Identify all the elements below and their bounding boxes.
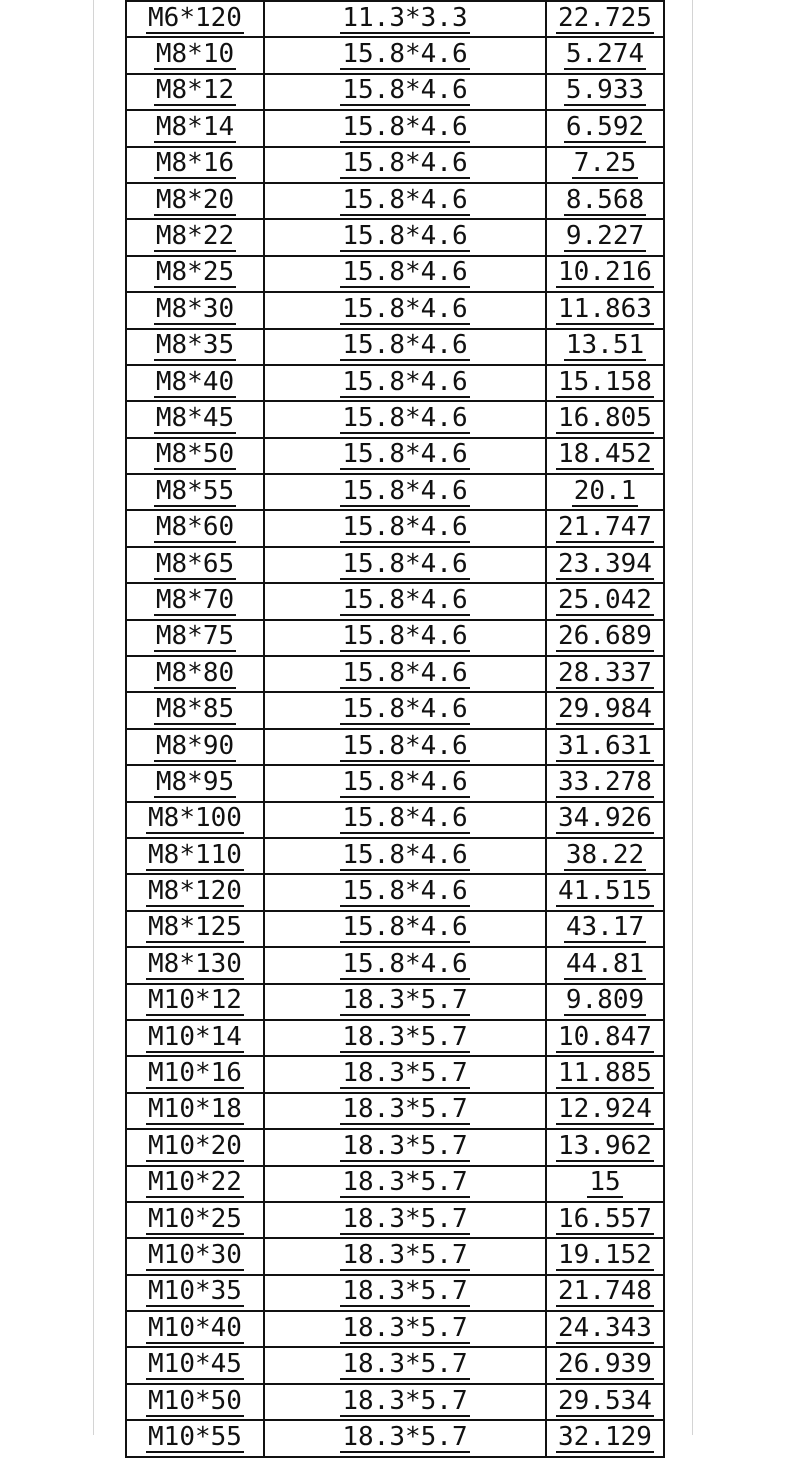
cell-dimensions-text: 15.8*4.6 (342, 475, 468, 506)
cell-weight-text: 34.926 (558, 803, 652, 834)
cell-size-text: M10*22 (148, 1167, 242, 1198)
cell-size (126, 329, 264, 365)
table-row (126, 947, 664, 983)
cell-weight (546, 874, 664, 910)
cell-weight-text: 33.278 (558, 766, 652, 797)
table-row (126, 984, 664, 1020)
cell-dimensions-text: 15.8*4.6 (342, 876, 468, 907)
spec-table (125, 0, 665, 1458)
cell-dimensions-text: 18.3*5.7 (342, 1167, 468, 1198)
cell-weight-text: 31.631 (558, 730, 652, 761)
table-row (126, 147, 664, 183)
table-row (126, 765, 664, 801)
cell-size (126, 1238, 264, 1274)
cell-weight-text: 13.51 (565, 330, 645, 361)
table-row (126, 256, 664, 292)
cell-weight-text: 11.885 (558, 1058, 652, 1089)
cell-weight-text: 10.216 (558, 257, 652, 288)
table-row (126, 1384, 664, 1420)
cell-size-text: M10*12 (148, 985, 242, 1016)
cell-dimensions-text: 18.3*5.7 (342, 1058, 468, 1089)
cell-size-text: M8*75 (155, 621, 235, 652)
cell-size-text: M8*110 (148, 839, 242, 870)
cell-dimensions-text: 15.8*4.6 (342, 330, 468, 361)
table-row (126, 474, 664, 510)
table-row (126, 1, 664, 37)
table-row (126, 802, 664, 838)
cell-weight (546, 74, 664, 110)
cell-dimensions-text: 18.3*5.7 (342, 1385, 468, 1416)
cell-dimensions (264, 1020, 546, 1056)
cell-weight-text: 16.805 (558, 402, 652, 433)
cell-size (126, 1384, 264, 1420)
cell-dimensions-text: 15.8*4.6 (342, 584, 468, 615)
cell-size (126, 1202, 264, 1238)
cell-dimensions (264, 729, 546, 765)
cell-dimensions-text: 15.8*4.6 (342, 621, 468, 652)
cell-size-text: M10*45 (148, 1349, 242, 1380)
cell-weight-text: 41.515 (558, 876, 652, 907)
cell-weight (546, 656, 664, 692)
cell-weight (546, 1020, 664, 1056)
cell-dimensions-text: 15.8*4.6 (342, 548, 468, 579)
cell-dimensions (264, 438, 546, 474)
cell-dimensions-text: 15.8*4.6 (342, 839, 468, 870)
cell-weight-text: 11.863 (558, 293, 652, 324)
cell-weight-text: 12.924 (558, 1094, 652, 1125)
table-row (126, 1347, 664, 1383)
cell-weight-text: 28.337 (558, 657, 652, 688)
cell-dimensions-text: 15.8*4.6 (342, 912, 468, 943)
table-row (126, 838, 664, 874)
cell-size (126, 1129, 264, 1165)
cell-weight (546, 256, 664, 292)
cell-dimensions (264, 256, 546, 292)
cell-size-text: M10*55 (148, 1421, 242, 1452)
cell-dimensions-text: 15.8*4.6 (342, 111, 468, 142)
table-row (126, 365, 664, 401)
cell-weight-text: 5.933 (565, 75, 645, 106)
cell-dimensions-text: 18.3*5.7 (342, 1203, 468, 1234)
table-row (126, 692, 664, 728)
table-row (126, 183, 664, 219)
cell-size-text: M8*14 (155, 111, 235, 142)
cell-size-text: M10*16 (148, 1058, 242, 1089)
cell-dimensions (264, 510, 546, 546)
cell-size (126, 583, 264, 619)
cell-dimensions (264, 1384, 546, 1420)
cell-dimensions (264, 1093, 546, 1129)
table-row (126, 911, 664, 947)
cell-dimensions-text: 18.3*5.7 (342, 1276, 468, 1307)
cell-size-text: M8*130 (148, 948, 242, 979)
cell-size (126, 1347, 264, 1383)
cell-size (126, 729, 264, 765)
cell-weight-text: 38.22 (565, 839, 645, 870)
cell-dimensions (264, 1166, 546, 1202)
cell-dimensions-text: 15.8*4.6 (342, 948, 468, 979)
cell-dimensions (264, 329, 546, 365)
cell-size (126, 74, 264, 110)
table-row (126, 329, 664, 365)
cell-dimensions-text: 18.3*5.7 (342, 1094, 468, 1125)
cell-weight-text: 15.158 (558, 366, 652, 397)
cell-size-text: M8*16 (155, 148, 235, 179)
cell-weight-text: 19.152 (558, 1239, 652, 1270)
cell-dimensions-text: 15.8*4.6 (342, 402, 468, 433)
cell-dimensions (264, 365, 546, 401)
cell-weight (546, 1238, 664, 1274)
table-row (126, 1420, 664, 1456)
cell-weight (546, 1347, 664, 1383)
cell-weight (546, 474, 664, 510)
cell-weight (546, 37, 664, 73)
cell-weight-text: 26.689 (558, 621, 652, 652)
table-row (126, 510, 664, 546)
cell-weight-text: 23.394 (558, 548, 652, 579)
cell-weight-text: 44.81 (565, 948, 645, 979)
table-row (126, 292, 664, 328)
table-row (126, 1093, 664, 1129)
cell-weight (546, 984, 664, 1020)
cell-weight (546, 147, 664, 183)
cell-size-text: M10*40 (148, 1312, 242, 1343)
table-row (126, 874, 664, 910)
cell-weight (546, 947, 664, 983)
cell-dimensions (264, 1129, 546, 1165)
cell-dimensions (264, 874, 546, 910)
cell-weight (546, 620, 664, 656)
cell-dimensions-text: 18.3*5.7 (342, 1349, 468, 1380)
cell-size-text: M8*65 (155, 548, 235, 579)
cell-size-text: M8*70 (155, 584, 235, 615)
cell-size (126, 474, 264, 510)
cell-size-text: M8*30 (155, 293, 235, 324)
table-row (126, 1238, 664, 1274)
cell-weight (546, 219, 664, 255)
cell-weight (546, 838, 664, 874)
cell-dimensions-text: 15.8*4.6 (342, 293, 468, 324)
cell-dimensions (264, 219, 546, 255)
cell-weight (546, 110, 664, 146)
cell-weight-text: 9.809 (565, 985, 645, 1016)
cell-weight-text: 22.725 (558, 2, 652, 33)
cell-dimensions (264, 656, 546, 692)
cell-weight (546, 1056, 664, 1092)
cell-dimensions (264, 765, 546, 801)
table-row (126, 1056, 664, 1092)
cell-size-text: M8*22 (155, 221, 235, 252)
cell-dimensions (264, 74, 546, 110)
table-row (126, 1129, 664, 1165)
cell-size (126, 1166, 264, 1202)
cell-dimensions-text: 18.3*5.7 (342, 1421, 468, 1452)
cell-weight-text: 15 (589, 1167, 621, 1198)
cell-dimensions (264, 947, 546, 983)
cell-weight (546, 547, 664, 583)
cell-dimensions-text: 18.3*5.7 (342, 1312, 468, 1343)
cell-weight (546, 438, 664, 474)
cell-dimensions (264, 838, 546, 874)
cell-size-text: M8*35 (155, 330, 235, 361)
cell-size (126, 547, 264, 583)
cell-weight (546, 1, 664, 37)
cell-weight-text: 21.747 (558, 512, 652, 543)
table-row (126, 547, 664, 583)
cell-size-text: M10*25 (148, 1203, 242, 1234)
cell-weight (546, 802, 664, 838)
cell-weight (546, 1166, 664, 1202)
cell-dimensions (264, 183, 546, 219)
cell-size-text: M8*90 (155, 730, 235, 761)
cell-size-text: M8*100 (148, 803, 242, 834)
cell-weight-text: 18.452 (558, 439, 652, 470)
cell-size (126, 292, 264, 328)
cell-dimensions-text: 15.8*4.6 (342, 439, 468, 470)
cell-size (126, 1311, 264, 1347)
cell-size (126, 838, 264, 874)
cell-dimensions (264, 583, 546, 619)
cell-weight (546, 1384, 664, 1420)
cell-dimensions (264, 110, 546, 146)
cell-size (126, 37, 264, 73)
cell-dimensions (264, 802, 546, 838)
cell-weight (546, 692, 664, 728)
cell-size-text: M8*120 (148, 876, 242, 907)
cell-weight-text: 9.227 (565, 221, 645, 252)
table-row (126, 620, 664, 656)
cell-size (126, 947, 264, 983)
cell-dimensions-text: 18.3*5.7 (342, 1130, 468, 1161)
cell-size-text: M10*18 (148, 1094, 242, 1125)
cell-weight (546, 1275, 664, 1311)
cell-dimensions-text: 11.3*3.3 (342, 2, 468, 33)
table-row (126, 1202, 664, 1238)
cell-dimensions (264, 1, 546, 37)
cell-size (126, 1020, 264, 1056)
cell-size-text: M10*14 (148, 1021, 242, 1052)
table-row (126, 110, 664, 146)
cell-weight-text: 21.748 (558, 1276, 652, 1307)
table-row (126, 656, 664, 692)
cell-weight (546, 183, 664, 219)
cell-size (126, 365, 264, 401)
cell-weight (546, 1129, 664, 1165)
cell-weight-text: 43.17 (565, 912, 645, 943)
cell-size-text: M8*80 (155, 657, 235, 688)
cell-dimensions (264, 620, 546, 656)
table-row (126, 729, 664, 765)
cell-weight (546, 583, 664, 619)
cell-size (126, 765, 264, 801)
cell-dimensions (264, 401, 546, 437)
cell-weight-text: 8.568 (565, 184, 645, 215)
cell-weight (546, 729, 664, 765)
cell-weight (546, 911, 664, 947)
cell-dimensions-text: 15.8*4.6 (342, 730, 468, 761)
cell-dimensions (264, 1202, 546, 1238)
cell-size-text: M8*55 (155, 475, 235, 506)
cell-weight-text: 24.343 (558, 1312, 652, 1343)
cell-size-text: M8*50 (155, 439, 235, 470)
cell-weight-text: 7.25 (573, 148, 637, 179)
cell-size-text: M10*20 (148, 1130, 242, 1161)
cell-dimensions-text: 18.3*5.7 (342, 985, 468, 1016)
cell-size (126, 692, 264, 728)
cell-weight (546, 365, 664, 401)
cell-weight (546, 329, 664, 365)
spec-table-body (126, 1, 664, 1457)
cell-weight-text: 13.962 (558, 1130, 652, 1161)
cell-dimensions-text: 18.3*5.7 (342, 1239, 468, 1270)
cell-weight-text: 29.534 (558, 1385, 652, 1416)
cell-size (126, 256, 264, 292)
table-row (126, 219, 664, 255)
cell-weight (546, 1202, 664, 1238)
table-row (126, 74, 664, 110)
cell-size (126, 1420, 264, 1456)
cell-size-text: M8*60 (155, 512, 235, 543)
cell-weight-text: 32.129 (558, 1421, 652, 1452)
cell-dimensions-text: 15.8*4.6 (342, 257, 468, 288)
cell-size-text: M8*45 (155, 402, 235, 433)
table-row (126, 583, 664, 619)
cell-dimensions-text: 15.8*4.6 (342, 512, 468, 543)
cell-dimensions-text: 18.3*5.7 (342, 1021, 468, 1052)
cell-size (126, 401, 264, 437)
cell-size-text: M8*12 (155, 75, 235, 106)
cell-size-text: M10*50 (148, 1385, 242, 1416)
cell-weight-text: 25.042 (558, 584, 652, 615)
table-row (126, 1166, 664, 1202)
cell-dimensions (264, 147, 546, 183)
cell-size-text: M10*35 (148, 1276, 242, 1307)
cell-size (126, 510, 264, 546)
table-row (126, 37, 664, 73)
cell-size-text: M6*120 (148, 2, 242, 33)
cell-size-text: M8*25 (155, 257, 235, 288)
cell-weight (546, 292, 664, 328)
cell-dimensions (264, 292, 546, 328)
cell-dimensions-text: 15.8*4.6 (342, 803, 468, 834)
table-row (126, 401, 664, 437)
cell-size (126, 620, 264, 656)
cell-dimensions (264, 474, 546, 510)
cell-size (126, 911, 264, 947)
cell-size (126, 802, 264, 838)
cell-weight-text: 10.847 (558, 1021, 652, 1052)
cell-size (126, 1056, 264, 1092)
cell-dimensions (264, 1056, 546, 1092)
cell-size (126, 1, 264, 37)
cell-weight-text: 26.939 (558, 1349, 652, 1380)
cell-dimensions-text: 15.8*4.6 (342, 184, 468, 215)
cell-size (126, 1093, 264, 1129)
cell-size (126, 147, 264, 183)
cell-weight (546, 1420, 664, 1456)
cell-dimensions (264, 911, 546, 947)
cell-dimensions-text: 15.8*4.6 (342, 39, 468, 70)
cell-dimensions (264, 1238, 546, 1274)
cell-dimensions-text: 15.8*4.6 (342, 366, 468, 397)
cell-dimensions-text: 15.8*4.6 (342, 766, 468, 797)
cell-size (126, 1275, 264, 1311)
cell-dimensions-text: 15.8*4.6 (342, 694, 468, 725)
cell-weight-text: 6.592 (565, 111, 645, 142)
cell-size (126, 219, 264, 255)
cell-dimensions (264, 1347, 546, 1383)
cell-dimensions-text: 15.8*4.6 (342, 148, 468, 179)
cell-dimensions (264, 37, 546, 73)
cell-weight (546, 401, 664, 437)
cell-size-text: M8*95 (155, 766, 235, 797)
cell-weight (546, 765, 664, 801)
cell-dimensions-text: 15.8*4.6 (342, 657, 468, 688)
cell-weight-text: 20.1 (573, 475, 637, 506)
cell-dimensions-text: 15.8*4.6 (342, 221, 468, 252)
cell-size-text: M8*40 (155, 366, 235, 397)
table-row (126, 1020, 664, 1056)
cell-size-text: M8*85 (155, 694, 235, 725)
cell-size (126, 656, 264, 692)
cell-dimensions (264, 547, 546, 583)
table-row (126, 1311, 664, 1347)
cell-dimensions (264, 692, 546, 728)
cell-weight (546, 1311, 664, 1347)
cell-size-text: M8*20 (155, 184, 235, 215)
cell-dimensions (264, 1275, 546, 1311)
cell-dimensions (264, 984, 546, 1020)
cell-size-text: M8*125 (148, 912, 242, 943)
cell-dimensions (264, 1311, 546, 1347)
cell-weight-text: 16.557 (558, 1203, 652, 1234)
cell-size (126, 874, 264, 910)
cell-size (126, 438, 264, 474)
cell-weight-text: 5.274 (565, 39, 645, 70)
cell-weight-text: 29.984 (558, 694, 652, 725)
cell-size-text: M10*30 (148, 1239, 242, 1270)
table-row (126, 1275, 664, 1311)
cell-size-text: M8*10 (155, 39, 235, 70)
cell-size (126, 110, 264, 146)
cell-size (126, 183, 264, 219)
cell-weight (546, 510, 664, 546)
cell-weight (546, 1093, 664, 1129)
table-row (126, 438, 664, 474)
cell-dimensions (264, 1420, 546, 1456)
cell-size (126, 984, 264, 1020)
cell-dimensions-text: 15.8*4.6 (342, 75, 468, 106)
